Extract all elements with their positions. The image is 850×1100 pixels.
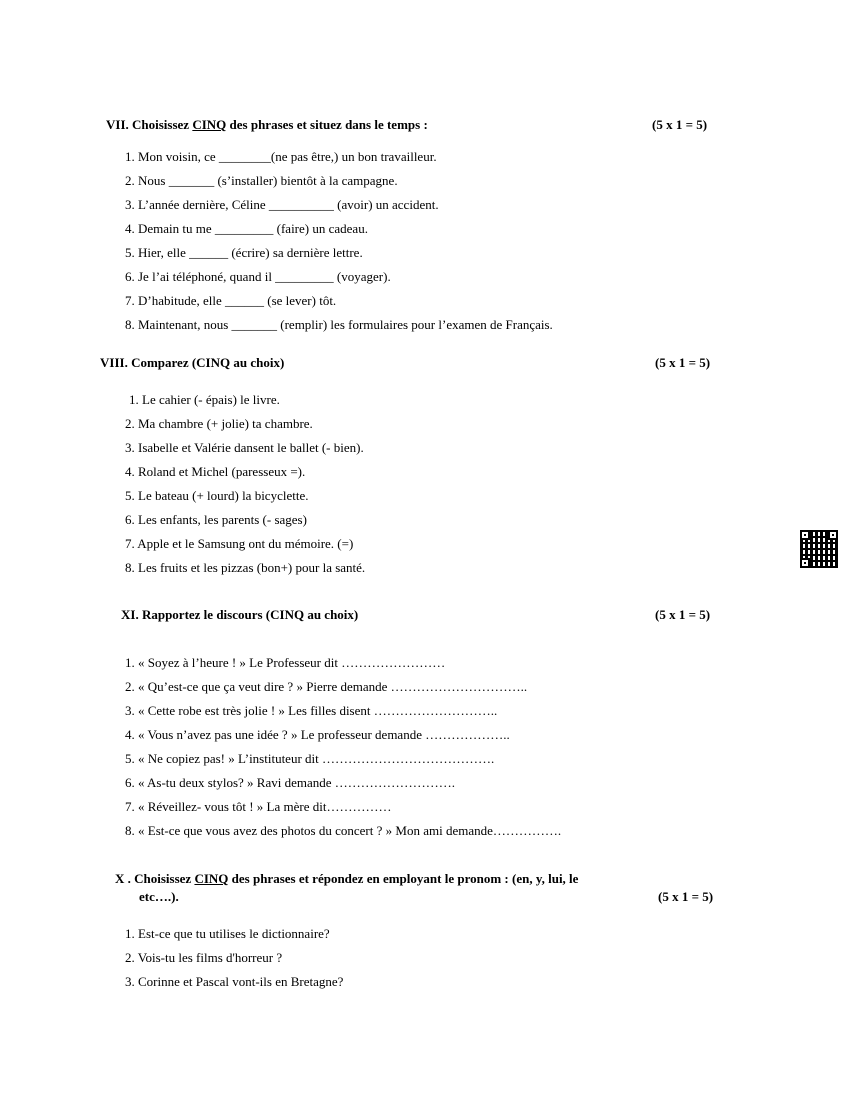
section-x-marks: (5 x 1 = 5) (658, 889, 714, 904)
list-item: 3. Corinne et Pascal vont-ils en Bretagne? (125, 974, 344, 989)
section-x-title: X . Choisissez CINQ des phrases et répondez en employant le pronom : (en, y, lui, le (115, 871, 579, 886)
list-item: 2. « Qu’est-ce que ça veut dire ? » Pierre demande ………………………….. (125, 679, 528, 694)
list-item: 5. Hier, elle ______ (écrire) sa dernière lettre. (125, 245, 363, 260)
list-item: 8. Les fruits et les pizzas (bon+) pour la santé. (125, 560, 366, 575)
section-viii-marks: (5 x 1 = 5) (655, 355, 711, 370)
section-vii-title: VII. Choisissez CINQ des phrases et situez dans le temps : (106, 117, 428, 132)
list-item: 6. Les enfants, les parents (- sages) (125, 512, 307, 527)
list-item: 8. Maintenant, nous _______ (remplir) les formulaires pour l’examen de Français. (125, 317, 553, 332)
list-item: 3. Isabelle et Valérie dansent le ballet (- bien). (125, 440, 364, 455)
list-item: 6. Je l’ai téléphoné, quand il _________ (voyager). (125, 269, 391, 284)
list-item: 4. Demain tu me _________ (faire) un cadeau. (125, 221, 368, 236)
list-item: 1. Le cahier (- épais) le livre. (129, 392, 280, 407)
list-item: 7. D’habitude, elle ______ (se lever) tôt. (125, 293, 337, 308)
list-item: 2. Vois-tu les films d'horreur ? (125, 950, 283, 965)
list-item: 1. Est-ce que tu utilises le dictionnaire? (125, 926, 330, 941)
list-item: 5. « Ne copiez pas! » L’instituteur dit …………………………………. (125, 751, 495, 766)
section-vii-marks: (5 x 1 = 5) (652, 117, 708, 132)
section-xi-marks: (5 x 1 = 5) (655, 607, 711, 622)
list-item: 6. « As-tu deux stylos? » Ravi demande ………………………. (125, 775, 456, 790)
list-item: 5. Le bateau (+ lourd) la bicyclette. (125, 488, 309, 503)
list-item: 3. « Cette robe est très jolie ! » Les filles disent ……………………….. (125, 703, 498, 718)
section-x-title-line2: etc….). (139, 889, 179, 904)
list-item: 8. « Est-ce que vous avez des photos du concert ? » Mon ami demande……………. (125, 823, 562, 838)
section-xi-title: XI. Rapportez le discours (CINQ au choix) (121, 607, 359, 622)
list-item: 7. Apple et le Samsung ont du mémoire. (=) (125, 536, 354, 551)
qr-code-icon (800, 530, 838, 568)
list-item: 4. Roland et Michel (paresseux =). (125, 464, 306, 479)
list-item: 2. Nous _______ (s’installer) bientôt à la campagne. (125, 173, 398, 188)
list-item: 7. « Réveillez- vous tôt ! » La mère dit…………… (125, 799, 392, 814)
list-item: 3. L’année dernière, Céline __________ (avoir) un accident. (125, 197, 439, 212)
list-item: 1. Mon voisin, ce ________(ne pas être,) un bon travailleur. (125, 149, 437, 164)
section-viii-title: VIII. Comparez (CINQ au choix) (100, 355, 285, 370)
list-item: 4. « Vous n’avez pas une idée ? » Le professeur demande ……………….. (125, 727, 510, 742)
list-item: 2. Ma chambre (+ jolie) ta chambre. (125, 416, 313, 431)
list-item: 1. « Soyez à l’heure ! » Le Professeur dit …………………… (125, 655, 446, 670)
